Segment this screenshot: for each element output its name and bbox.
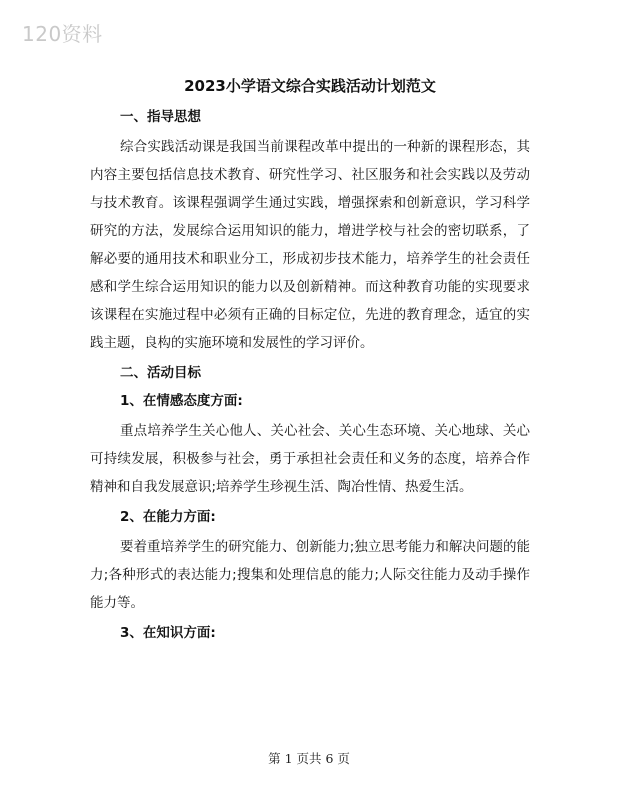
subheading-emotion-attitude: 1、在情感态度方面:: [120, 393, 243, 409]
section-paragraph-guiding-ideology: 综合实践活动课是我国当前课程改革中提出的一种新的课程形态，其内容主要包括信息技术教育、研究性学习、社区服务和社会实践以及劳动与技术教育。该课程强调学生通过实践，增强探索和创新意识，学习科学研究的方法，发展综合运用知识的能力，增进学校与社会的密切联系，了解必要的通用技术和职业分工，形成初步技术能力，培养学生的社会责任感和学生综合运用知识的能力以及创新精神。而这种教育功能的实现要求该课程在实施过程中必须有正确的目标定位，先进的教育理念，适宜的实践主题，良构的实施环境和发展性的学习评价。: [90, 139, 530, 351]
subheading-knowledge: 3、在知识方面:: [120, 625, 216, 641]
document-page: [90, 64, 530, 649]
document-title: 2023小学语文综合实践活动计划范文: [184, 77, 436, 95]
section-heading-guiding-ideology: 一、指导思想: [120, 109, 201, 125]
page-footer: 第 1 页共 6 页: [268, 751, 350, 766]
watermark-logo: 120资料: [22, 22, 103, 46]
section-heading-activity-goals: 二、活动目标: [120, 365, 201, 381]
paragraph-emotion-attitude: 重点培养学生关心他人、关心社会、关心生态环境、关心地球、关心可持续发展，积极参与社会，勇于承担社会责任和义务的态度，培养合作精神和自我发展意识;培养学生珍视生活、陶冶性情、热爱生活。: [90, 423, 530, 495]
paragraph-ability: 要着重培养学生的研究能力、创新能力;独立思考能力和解决问题的能力;各种形式的表达能力;搜集和处理信息的能力;人际交往能力及动手操作能力等。: [90, 539, 530, 611]
subheading-ability: 2、在能力方面:: [120, 509, 216, 525]
